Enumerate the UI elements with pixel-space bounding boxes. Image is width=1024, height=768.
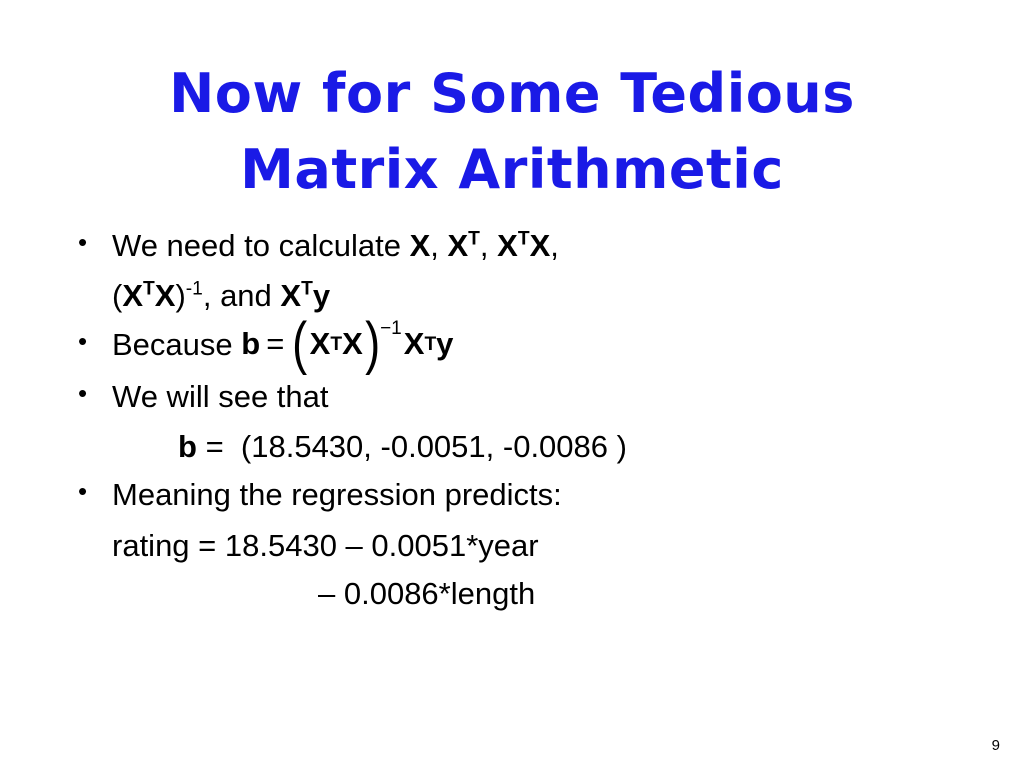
- slide-body: [78, 222, 978, 619]
- eq-x1: X: [309, 326, 331, 362]
- result-equals: =: [205, 429, 224, 465]
- bullet-1-l2-y: y: [312, 278, 331, 314]
- bullet-3-text: We will see that: [112, 378, 329, 414]
- regression-equation-line-1: rating = 18.5430 – 0.0051*year: [112, 527, 539, 563]
- eq-y: y: [436, 326, 454, 362]
- bullet-4-text: Meaning the regression predicts:: [112, 477, 562, 513]
- bullet-1-l2-x1: X: [122, 278, 144, 314]
- eq-paren-open: (: [292, 311, 308, 377]
- eq-x3: X: [403, 326, 425, 362]
- equation-b-formula: b = ( X T X ) −1 X T y: [241, 311, 454, 377]
- title-line-2: Matrix Arithmetic: [240, 137, 784, 201]
- eq-exponent: −1: [380, 317, 402, 339]
- bullet-1-text: [112, 222, 978, 270]
- bullet-2-text: [112, 311, 978, 377]
- bullet-1-comma2: ,: [479, 228, 498, 263]
- slide-title: [60, 56, 964, 207]
- bullet-1-prefix: We need to calculate: [112, 228, 410, 263]
- bullet-item-1: [78, 222, 978, 270]
- bullet-1-l2-x3-sup: T: [301, 279, 313, 301]
- bullet-item-3: [78, 373, 978, 421]
- result-b-symbol: b: [178, 429, 197, 465]
- title-line-1: Now for Some Tedious: [169, 62, 855, 125]
- bullet-marker: •: [78, 476, 88, 507]
- bullet-1-l2-x2: X: [154, 278, 176, 314]
- eq-equals: =: [266, 326, 285, 362]
- eq-paren-close: ): [364, 311, 380, 377]
- bullet-marker: •: [78, 377, 88, 408]
- bullet-marker: •: [78, 325, 88, 356]
- bullet-1-x1: X: [409, 228, 431, 263]
- eq-b: b: [241, 326, 261, 362]
- bullet-marker: •: [78, 227, 88, 257]
- bullet-1-paren-open: (: [112, 278, 123, 314]
- bullet-1-comma3: ,: [550, 228, 559, 263]
- bullet-1-comma1: ,: [430, 228, 448, 263]
- bullet-1-x3-sup: T: [517, 228, 530, 250]
- bullet-item-4: [78, 471, 978, 519]
- bullet-1-x2-sup: T: [468, 228, 480, 250]
- bullet-1-l2-mid: , and: [202, 278, 281, 314]
- bullet-1-x4: X: [529, 228, 551, 263]
- bullet-1-exponent: -1: [185, 279, 203, 301]
- eq-x2: X: [342, 326, 363, 362]
- result-values: (18.5430, -0.0051, -0.0086 ): [240, 429, 627, 465]
- bullet-item-2: [78, 311, 978, 377]
- page-number: 9: [991, 737, 1000, 754]
- bullet-1-x2: X: [447, 228, 469, 263]
- regression-equation-line-2: – 0.0086*length: [318, 576, 536, 612]
- bullet-1-l2-x3: X: [280, 278, 302, 314]
- bullet-1-paren-close: ): [175, 278, 186, 314]
- bullet-1-x3: X: [497, 228, 518, 263]
- bullet-1-continuation: [112, 272, 978, 320]
- bullet-3-result-line: [178, 423, 978, 471]
- bullet-1-l2-x1-sup: T: [143, 279, 155, 301]
- bullet-2-prefix: Because: [112, 326, 242, 362]
- eq-paren-group: ( X T X ) −1: [292, 311, 402, 377]
